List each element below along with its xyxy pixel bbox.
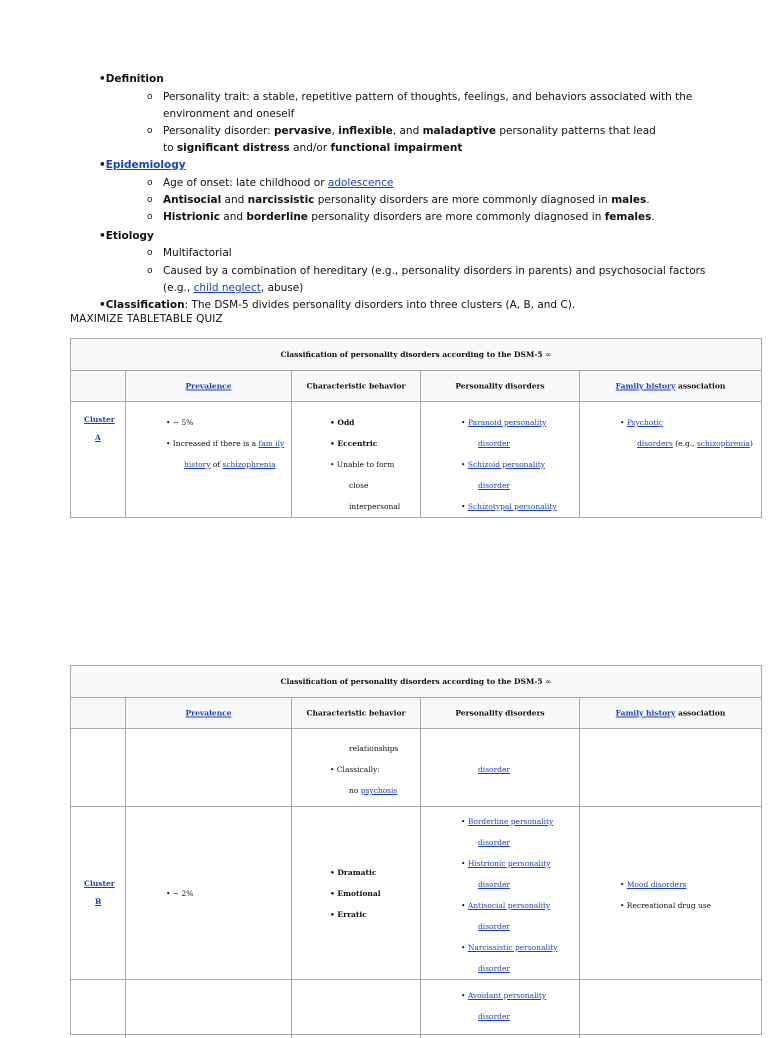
cluster-a-behavior: • Odd • Eccentric • Unable to form close interpersonal (292, 402, 421, 517)
borderline-personality-link[interactable]: Borderline personality (467, 817, 554, 826)
table-row-cluster-a (71, 402, 761, 517)
cluster-c-disorders: • Avoidant personality disorder (421, 980, 580, 1038)
sub-bullet: o (147, 195, 153, 205)
header-prevalence (126, 371, 292, 401)
header-family-history: Family history association (580, 698, 761, 728)
table-row-cluster-b (71, 807, 761, 980)
cluster-b-disorders: • Borderline personality disorder • Histrionic personality disorder • Antisocial personality disorder • Narcissistic personality disorder (421, 807, 580, 979)
schizoid-disorder-link[interactable]: disorder (478, 481, 510, 490)
mood-disorders-link[interactable]: Mood disorders (626, 880, 687, 889)
infinity-icon: ∞ (545, 677, 552, 686)
definition-heading: •Definition (99, 73, 164, 85)
cluster-a-label (71, 402, 126, 517)
antisocial-personality-link[interactable]: Antisocial personality (467, 901, 551, 910)
header-behavior: Characteristic behavior (292, 698, 421, 728)
avoidant-personality-link[interactable]: Avoidant personality (467, 991, 547, 1000)
schizophrenia-link[interactable]: schizophrenia (222, 460, 276, 469)
etiology-heading: •Etiology (99, 230, 154, 242)
cluster-a-behavior-continued: relationships • Classically: no psychosis (292, 729, 421, 806)
table-row-cluster-a-continued (71, 729, 761, 807)
table-title: Classification of personality disorders according to the DSM-5 ∞ (71, 666, 761, 698)
cluster-a-link[interactable]: Cluster (84, 415, 115, 424)
maximize-table-quiz-caption[interactable]: MAXIMIZE TABLETABLE QUIZ (70, 313, 223, 325)
classification-line: •Classification: The DSM-5 divides personality disorders into three clusters (A, B, and C). (99, 299, 576, 311)
paranoid-personality-link[interactable]: Paranoid personality (467, 418, 547, 427)
sub-bullet: o (147, 126, 153, 136)
cluster-a-disorders: • Paranoid personality disorder • Schizoid personality disorder • Schizotypal personality (421, 402, 580, 517)
classification-table-page1 (70, 338, 762, 518)
sub-bullet: o (147, 212, 153, 222)
table-column-headers (71, 371, 761, 402)
sub-bullet: o (147, 92, 153, 102)
histrionic-personality-link[interactable]: Histrionic personality (467, 859, 551, 868)
header-cluster-cell (71, 371, 126, 401)
table-column-headers (71, 698, 761, 729)
disorders-link[interactable]: disorders (637, 439, 673, 448)
schizophrenia-family-link[interactable]: schizophrenia (696, 439, 751, 448)
histrionic-disorder-link[interactable]: disorder (478, 880, 510, 889)
table-title: Classification of personality disorders according to the DSM-5 ∞ (71, 339, 761, 371)
header-disorders: Personality disorders (421, 371, 580, 401)
borderline-disorder-link[interactable]: disorder (478, 838, 510, 847)
cluster-b-behavior: • Dramatic • Emotional • Erratic (292, 807, 421, 979)
narcissistic-personality-link[interactable]: Narcissistic personality (467, 943, 558, 952)
classification-table-page2 (70, 665, 762, 1035)
cluster-b-prevalence: • ~ 2% (126, 807, 292, 979)
schizoid-personality-link[interactable]: Schizoid personality (467, 460, 545, 469)
prevalence-link[interactable]: Prevalence (185, 381, 232, 391)
avoidant-disorder-link[interactable]: disorder (478, 1012, 510, 1021)
cluster-b-link[interactable]: Cluster (84, 879, 115, 888)
header-disorders: Personality disorders (421, 698, 580, 728)
paranoid-disorder-link[interactable]: disorder (478, 439, 510, 448)
header-prevalence (126, 698, 292, 728)
family-link[interactable]: fam ily (258, 439, 285, 448)
header-family-history: Family history association (580, 371, 761, 401)
cluster-a-prevalence: • ~ 5% • Increased if there is a fam ily history of schizophrenia (126, 402, 292, 517)
epidemiology-heading: •Epidemiology (99, 159, 186, 171)
schizotypal-disorder-link[interactable]: disorder (478, 765, 510, 774)
narcissistic-disorder-link[interactable]: disorder (478, 964, 510, 973)
psychosis-link[interactable]: psychosis (360, 786, 398, 795)
sub-bullet: o (147, 266, 153, 276)
cluster-a-disorders-continued (421, 729, 580, 806)
epidemiology-link[interactable]: Epidemiology (105, 159, 186, 171)
adolescence-link[interactable]: adolescence (327, 177, 394, 189)
child-neglect-link[interactable]: child neglect (193, 282, 261, 294)
cluster-a-family-history: • Psychotic disorders (e.g., schizophrenia) (620, 418, 753, 448)
cluster-b-letter-link[interactable]: B (95, 897, 102, 906)
antisocial-disorder-link[interactable]: disorder (478, 922, 510, 931)
cluster-b-family-history: • Mood disorders • Recreational drug use (620, 880, 712, 910)
cluster-b-label (71, 807, 126, 979)
prevalence-link[interactable]: Prevalence (185, 708, 232, 718)
family-history-link[interactable]: Family history (615, 708, 676, 718)
sub-bullet: o (147, 178, 153, 188)
cluster-a-letter-link[interactable]: A (95, 433, 101, 442)
table-row-cluster-c (71, 980, 761, 1038)
infinity-icon: ∞ (545, 350, 552, 359)
schizotypal-personality-link[interactable]: Schizotypal personality (467, 502, 557, 511)
family-history-link[interactable]: Family history (615, 381, 676, 391)
header-cluster-cell (71, 698, 126, 728)
history-link[interactable]: history (184, 460, 211, 469)
sub-bullet: o (147, 248, 153, 258)
psychotic-link[interactable]: Psychotic (626, 418, 663, 427)
header-behavior: Characteristic behavior (292, 371, 421, 401)
